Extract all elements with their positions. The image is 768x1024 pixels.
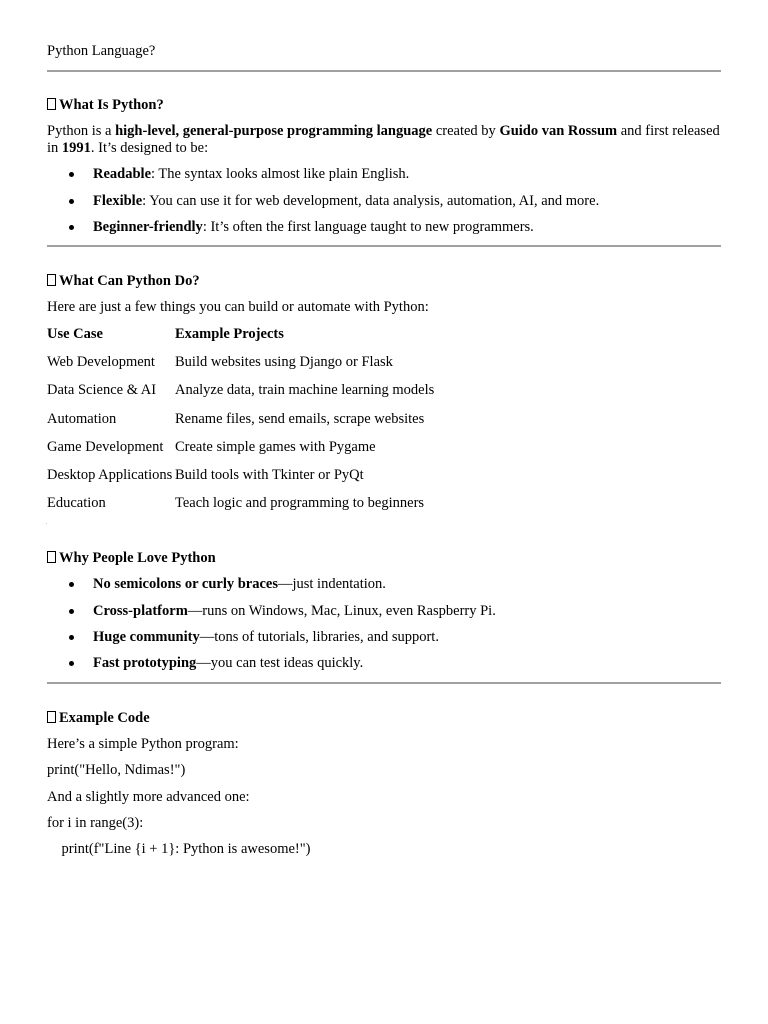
missing-glyph-icon (47, 711, 56, 723)
section-heading-why-people-love-python: Why People Love Python (47, 550, 216, 567)
table-cell: Create simple games with Pygame (175, 439, 376, 455)
intro-emphasis: 1991 (61, 140, 91, 156)
table-cell: Build websites using Django or Flask (175, 354, 393, 370)
list-item: No semicolons or curly braces—just indentation. (93, 576, 386, 592)
missing-glyph-icon (47, 274, 56, 286)
intro-text: and first released in (47, 123, 720, 156)
list-item: Beginner-friendly: It’s often the first language taught to new programmers. (93, 219, 534, 235)
intro-text: . It’s designed to be: (90, 140, 209, 156)
intro-text: created by (432, 123, 500, 139)
table-cell: Desktop Applications (47, 467, 173, 483)
table-intro: Here are just a few things you can build or automate with Python: (47, 299, 429, 315)
table-cell: Web Development (47, 354, 155, 370)
list-item: Flexible: You can use it for web development, data analysis, automation, AI, and more. (93, 193, 600, 209)
divider (47, 245, 721, 247)
list-item: Cross-platform—runs on Windows, Mac, Linux, even Raspberry Pi. (93, 603, 496, 619)
code-intro: And a slightly more advanced one: (47, 789, 250, 805)
code-line: for i in range(3): (47, 815, 144, 831)
decorative-dot (46, 523, 47, 524)
table-cell: Analyze data, train machine learning models (175, 382, 435, 398)
table-header-example-projects: Example Projects (175, 326, 284, 342)
list-item: Fast prototyping—you can test ideas quickly. (93, 655, 364, 671)
divider (47, 682, 721, 684)
section-heading-what-can-python-do: What Can Python Do? (47, 273, 200, 290)
table-cell: Automation (47, 411, 117, 427)
intro-paragraph (47, 123, 727, 157)
table-cell: Data Science & AI (47, 382, 157, 398)
intro-emphasis: Guido van Rossum (499, 123, 618, 139)
table-cell: Game Development (47, 439, 164, 455)
table-cell: Teach logic and programming to beginners (175, 495, 425, 511)
document-title: Python Language? (47, 43, 156, 59)
intro-text: Python is a (47, 123, 116, 139)
code-line: print(f"Line {i + 1}: Python is awesome!") (47, 841, 311, 857)
intro-emphasis: high-level, general-purpose programming language (115, 123, 433, 139)
divider (47, 70, 721, 72)
table-header-use-case: Use Case (47, 326, 103, 342)
list-item: Huge community—tons of tutorials, libraries, and support. (93, 629, 439, 645)
table-cell: Education (47, 495, 106, 511)
table-cell: Rename files, send emails, scrape websites (175, 411, 425, 427)
section-heading-what-is-python: What Is Python? (47, 97, 164, 114)
missing-glyph-icon (47, 98, 56, 110)
table-cell: Build tools with Tkinter or PyQt (175, 467, 364, 483)
code-intro: Here’s a simple Python program: (47, 736, 239, 752)
missing-glyph-icon (47, 551, 56, 563)
code-line: print("Hello, Ndimas!") (47, 762, 186, 778)
list-item: Readable: The syntax looks almost like plain English. (93, 166, 410, 182)
section-heading-example-code: Example Code (47, 710, 150, 727)
